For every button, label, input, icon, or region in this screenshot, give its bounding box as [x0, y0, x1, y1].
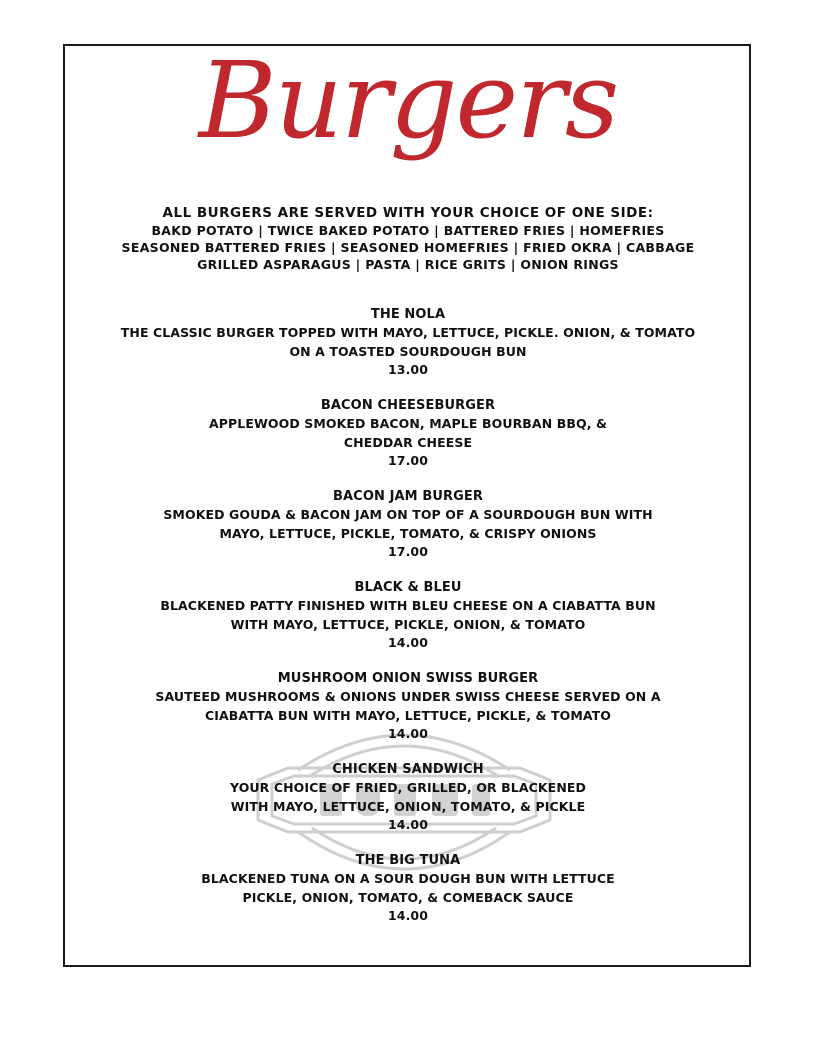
item-price: 14.00 [387, 726, 429, 742]
menu-item [0, 579, 816, 653]
item-price: 13.00 [387, 362, 429, 378]
item-name: THE BIG TUNA [355, 853, 461, 868]
item-description-line: WITH MAYO, LETTUCE, ONION, TOMATO, & PICKLE [230, 798, 586, 814]
item-name: MUSHROOM ONION SWISS BURGER [277, 671, 539, 686]
item-description-line: WITH MAYO, LETTUCE, PICKLE, ONION, & TOMATO [230, 616, 586, 632]
item-description-line: THE CLASSIC BURGER TOPPED WITH MAYO, LETTUCE, PICKLE. ONION, & TOMATO [120, 325, 696, 341]
menu-item [0, 397, 816, 471]
sides-line: SEASONED BATTERED FRIES | SEASONED HOMEFRIES | FRIED OKRA | CABBAGE [121, 240, 695, 255]
menu-item [0, 488, 816, 562]
menu-item [0, 761, 816, 835]
item-name: CHICKEN SANDWICH [332, 762, 484, 777]
item-name: BACON CHEESEBURGER [320, 398, 496, 413]
item-description-line: CIABATTA BUN WITH MAYO, LETTUCE, PICKLE, & TOMATO [204, 707, 612, 723]
item-price: 14.00 [387, 908, 429, 924]
item-description-line: ON A TOASTED SOURDOUGH BUN [289, 343, 527, 359]
item-name: BLACK & BLEU [354, 580, 462, 595]
sides-line: GRILLED ASPARAGUS | PASTA | RICE GRITS | ONION RINGS [197, 257, 619, 272]
item-name: THE NOLA [370, 307, 446, 322]
item-price: 14.00 [387, 817, 429, 833]
item-description-line: BLACKENED TUNA ON A SOUR DOUGH BUN WITH LETTUCE [201, 871, 615, 887]
menu-item [0, 852, 816, 926]
item-price: 17.00 [387, 544, 429, 560]
item-description-line: YOUR CHOICE OF FRIED, GRILLED, OR BLACKENED [229, 780, 586, 796]
item-price: 17.00 [387, 453, 429, 469]
item-price: 14.00 [387, 635, 429, 651]
item-description-line: BLACKENED PATTY FINISHED WITH BLEU CHEESE ON A CIABATTA BUN [160, 598, 656, 614]
menu-title: Burgers [198, 39, 618, 162]
item-description-line: APPLEWOOD SMOKED BACON, MAPLE BOURBAN BBQ, & [208, 416, 607, 432]
item-description-line: PICKLE, ONION, TOMATO, & COMEBACK SAUCE [242, 889, 574, 905]
sides-header: ALL BURGERS ARE SERVED WITH YOUR CHOICE OF ONE SIDE: [162, 205, 654, 221]
menu-item [0, 306, 816, 380]
item-description-line: SAUTEED MUSHROOMS & ONIONS UNDER SWISS CHEESE SERVED ON A [155, 689, 661, 705]
item-description-line: MAYO, LETTUCE, PICKLE, TOMATO, & CRISPY ONIONS [219, 525, 597, 541]
sides-section [0, 205, 816, 273]
item-description-line: SMOKED GOUDA & BACON JAM ON TOP OF A SOURDOUGH BUN WITH [163, 507, 653, 523]
item-name: BACON JAM BURGER [333, 489, 483, 504]
item-description-line: CHEDDAR CHEESE [343, 434, 473, 450]
sides-line: BAKD POTATO | TWICE BAKED POTATO | BATTERED FRIES | HOMEFRIES [151, 223, 665, 238]
menu-item [0, 670, 816, 744]
